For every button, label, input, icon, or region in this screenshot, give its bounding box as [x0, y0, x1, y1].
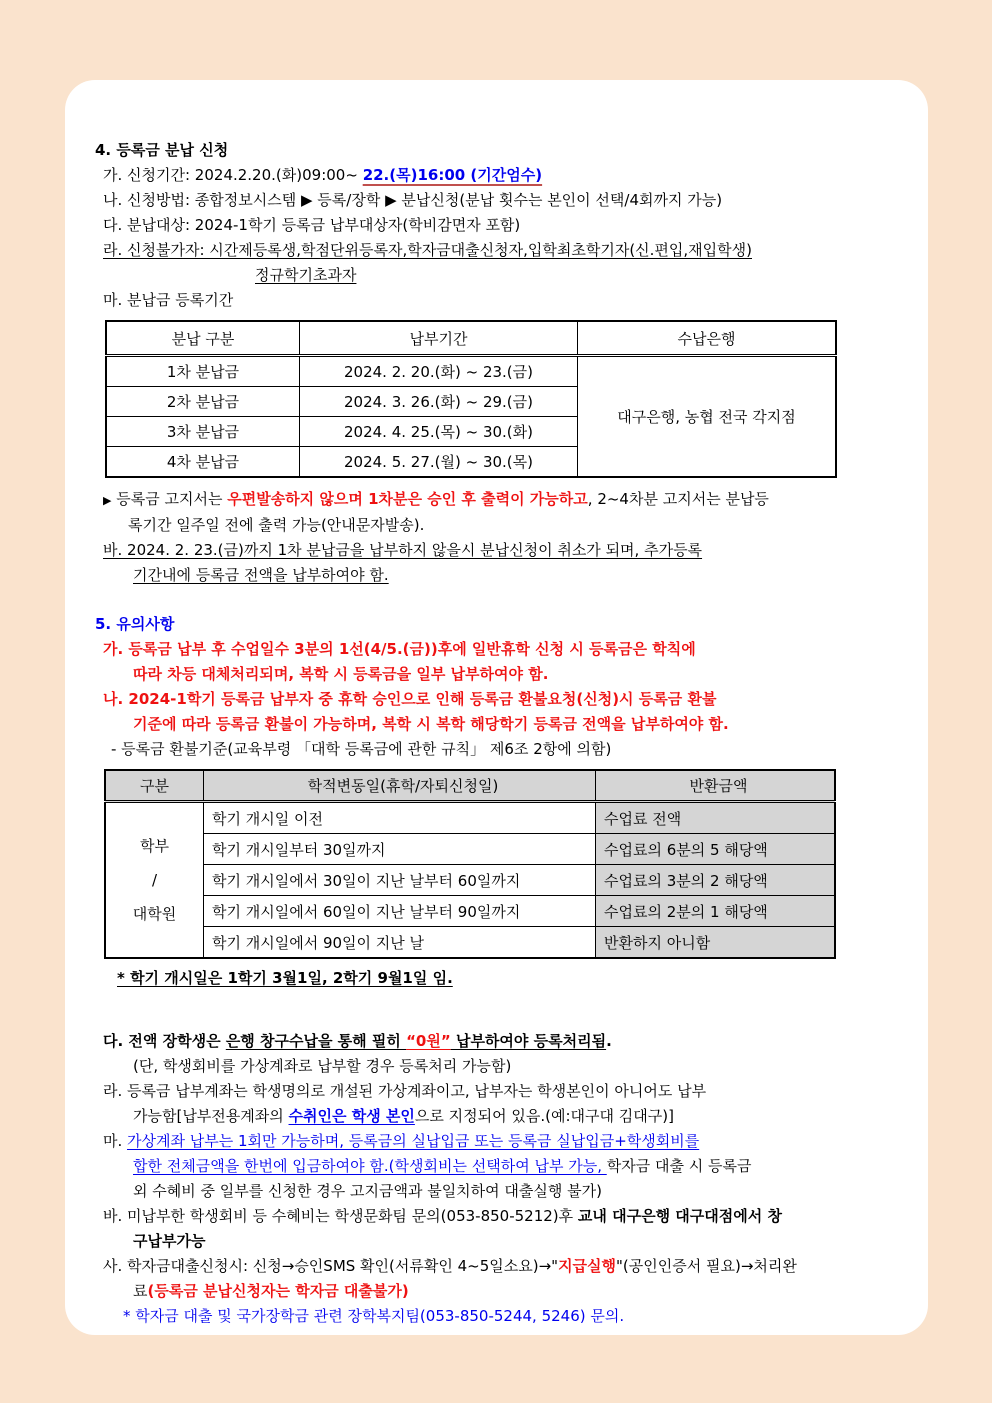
s4-item-ineligible-line2: 정규학기초과자 [255, 266, 357, 284]
s4-notice-post: , 2~4차분 고지서는 분납등 [587, 490, 769, 508]
refund-amt-2: 수업료의 6분의 5 해당액 [596, 834, 836, 865]
installment-2-period: 2024. 3. 26.(화) ~ 29.(금) [300, 387, 578, 417]
s4-item-schedule-label: 마. 분납금 등록기간 [103, 291, 234, 309]
refund-cond-4: 학기 개시일에서 60일이 지난 날부터 90일까지 [204, 896, 596, 927]
s5-one-time-payment-line1 [103, 1129, 902, 1154]
s5-ra-post: 으로 지정되어 있음.(예:대구대 김대구)] [414, 1107, 674, 1125]
installment-schedule-table [105, 320, 837, 478]
s5-ma-prefix: 마. [103, 1132, 128, 1150]
refund-cond-3: 학기 개시일에서 30일이 지난 날부터 60일까지 [204, 865, 596, 896]
document-page-card [65, 80, 928, 1335]
refund-cond-1: 학기 개시일 이전 [204, 802, 596, 834]
table-row [105, 834, 835, 865]
s4-bill-notice-line1 [103, 487, 902, 513]
installment-header-bank: 수납은행 [578, 321, 837, 356]
s5-da-end: . [606, 1032, 612, 1050]
table-row [105, 865, 835, 896]
s5-leave-rule-line1: 가. 등록금 납부 후 수업일수 3분의 1선(4/5.(금))후에 일반휴학 신청 시 등록금은 학칙에 [103, 640, 696, 658]
installment-1-label: 1차 분납금 [106, 356, 300, 387]
paragraph-gap [95, 991, 902, 1015]
s5-virtual-account-owner-line2 [133, 1104, 902, 1129]
s5-sa-execute-payment: 지급실행 [558, 1257, 617, 1275]
s5-unpaid-fee-line2: 구납부가능 [133, 1232, 206, 1250]
refund-header-change-date: 학적변동일(휴학/자퇴신청일) [204, 770, 596, 802]
s5-da-zero-won: “0원” [406, 1032, 451, 1050]
table-row [106, 356, 836, 387]
s5-da-underline1: 은행 창구수납을 통해 필히 [225, 1032, 407, 1050]
refund-amt-3: 수업료의 3분의 2 해당액 [596, 865, 836, 896]
paragraph-gap [95, 1015, 902, 1029]
s5-scholarship-zero-won-line1 [103, 1029, 902, 1054]
s5-one-time-payment-line2 [133, 1154, 902, 1179]
s5-loan-contact-note: * 학자금 대출 및 국가장학금 관련 장학복지팀(053-850-5244, 5246) 문의. [123, 1307, 625, 1325]
triangle-bullet-icon: ▶ [103, 494, 112, 507]
installment-table-header-row [106, 321, 836, 356]
s5-student-loan-line1 [103, 1254, 902, 1279]
s4-notice-pre: 등록금 고지서는 [111, 490, 228, 508]
s5-sa-mid: "(공인인증서 필요)→처리완 [616, 1257, 797, 1275]
s5-one-time-payment-line3: 외 수혜비 중 일부를 신청한 경우 고지금액과 불일치하여 대출실행 불가) [133, 1182, 602, 1200]
table-row [105, 927, 835, 959]
refund-amt-4: 수업료의 2분의 1 해당액 [596, 896, 836, 927]
refund-group-line3: 대학원 [132, 905, 177, 923]
refund-cond-5: 학기 개시일에서 90일이 지난 날 [204, 927, 596, 959]
section-gap [95, 588, 902, 612]
s4-ga-deadline: 22.(목)16:00 (기간엄수) [362, 166, 543, 184]
s4-item-ineligible-line1: 라. 신청불가자: 시간제등록생,학점단위등록자,학자금대출신청자,입학최초학기자(신.편입,재입학생) [103, 241, 752, 259]
s5-sa-pre: 사. 학자금대출신청시: 신청→승인SMS 확인(서류확인 4~5일소요)→" [103, 1257, 559, 1275]
s5-refund-rule-line2: 기준에 따라 등록금 환불이 가능하며, 복학 시 복학 해당학기 등록금 전액을 납부하여야 함. [133, 715, 729, 733]
s4-item-application-method: 나. 신청방법: 종합정보시스템 ▶ 등록/장학 ▶ 분납신청(분납 횟수는 본인이 선택/4회까지 가능) [103, 191, 723, 209]
s5-da-pre: 다. 전액 장학생은 [103, 1032, 226, 1050]
s5-ra-recipient: 수취인은 학생 본인 [288, 1107, 415, 1125]
s5-sa-loan-restriction: (등록금 분납신청자는 학자금 대출불가) [147, 1282, 409, 1300]
s4-ga-prefix: 가. 신청기간: 2024.2.20.(화)09:00~ [103, 166, 363, 184]
installment-2-label: 2차 분납금 [106, 387, 300, 417]
s5-ma-blue1: 가상계좌 납부는 1회만 가능하며, 등록금의 실납입금 또는 등록금 실납입금+학생회비를 [127, 1132, 700, 1150]
s5-ba-pre: 바. 미납부한 학생회비 등 수혜비는 학생문화팀 문의(053-850-5212)후 [103, 1207, 578, 1225]
s5-unpaid-fee-line1 [103, 1204, 902, 1229]
s4-cancel-warning-line1: 바. 2024. 2. 23.(금)까지 1차 분납금을 납부하지 않을시 분납신청이 취소가 되며, 추가등록 [103, 541, 703, 559]
refund-amt-1: 수업료 전액 [596, 802, 836, 834]
s4-cancel-warning-line2: 기간내에 등록금 전액을 납부하여야 함. [133, 566, 389, 584]
installment-4-label: 4차 분납금 [106, 447, 300, 478]
installment-3-label: 3차 분납금 [106, 417, 300, 447]
s5-ma-blue2: 합한 전체금액을 한번에 입금하여야 함.(학생회비는 선택하여 납부 가능, [133, 1157, 607, 1175]
s5-virtual-account-owner-line1: 라. 등록금 납부계좌는 학생명의로 개설된 가상계좌이고, 납부자는 학생본인이 아니어도 납부 [103, 1082, 707, 1100]
refund-amt-5: 반환하지 아니함 [596, 927, 836, 959]
s4-notice-red: 우편발송하지 않으며 1차분은 승인 후 출력이 가능하고 [227, 490, 588, 508]
installment-header-period: 납부기간 [300, 321, 578, 356]
section4-title: 4. 등록금 분납 신청 [95, 141, 229, 159]
s5-refund-standard-intro: - 등록금 환불기준(교육부령 「대학 등록금에 관한 규칙」 제6조 2항에 의함) [111, 740, 612, 758]
s5-student-loan-line2 [133, 1279, 902, 1304]
refund-standard-table [104, 769, 836, 959]
s4-item-target: 다. 분납대상: 2024-1학기 등록금 납부대상자(학비감면자 포함) [103, 216, 521, 234]
section5-title: 5. 유의사항 [95, 615, 175, 633]
installment-header-category: 분납 구분 [106, 321, 300, 356]
s5-leave-rule-line2: 따라 차등 대체처리되며, 복학 시 등록금을 일부 납부하여야 함. [133, 665, 549, 683]
s5-scholarship-zero-won-line2: (단, 학생회비를 가상계좌로 납부할 경우 등록처리 가능함) [133, 1057, 512, 1075]
installment-4-period: 2024. 5. 27.(월) ~ 30.(목) [300, 447, 578, 478]
refund-group-line1: 학부 [140, 837, 169, 855]
table-row [105, 802, 835, 834]
s5-sa-line2-pre: 료 [133, 1282, 148, 1300]
installment-3-period: 2024. 4. 25.(목) ~ 30.(화) [300, 417, 578, 447]
s5-semester-start-note: * 학기 개시일은 1학기 3월1일, 2학기 9월1일 임. [117, 969, 453, 987]
s5-ra-pre: 가능함[납부전용계좌의 [133, 1107, 289, 1125]
table-row [105, 896, 835, 927]
refund-header-category: 구분 [105, 770, 204, 802]
refund-table-header-row [105, 770, 835, 802]
refund-cond-2: 학기 개시일부터 30일까지 [204, 834, 596, 865]
s5-ba-bold: 교내 대구은행 대구대점에서 창 [577, 1207, 782, 1225]
s5-ma-black2: 학자금 대출 시 등록금 [606, 1157, 752, 1175]
refund-header-amount: 반환금액 [596, 770, 836, 802]
refund-group-cell [105, 802, 204, 959]
installment-bank-cell: 대구은행, 농협 전국 각지점 [578, 356, 837, 478]
installment-1-period: 2024. 2. 20.(화) ~ 23.(금) [300, 356, 578, 387]
s5-refund-rule-line1: 나. 2024-1학기 등록금 납부자 중 휴학 승인으로 인해 등록금 환불요청(신청)시 등록금 환불 [103, 690, 717, 708]
refund-group-line2: / [151, 871, 158, 889]
s4-bill-notice-line2: 록기간 일주일 전에 출력 가능(안내문자발송). [128, 516, 425, 534]
s5-da-underline2: 납부하여야 등록처리됨 [450, 1032, 607, 1050]
s4-item-application-period [103, 163, 902, 188]
